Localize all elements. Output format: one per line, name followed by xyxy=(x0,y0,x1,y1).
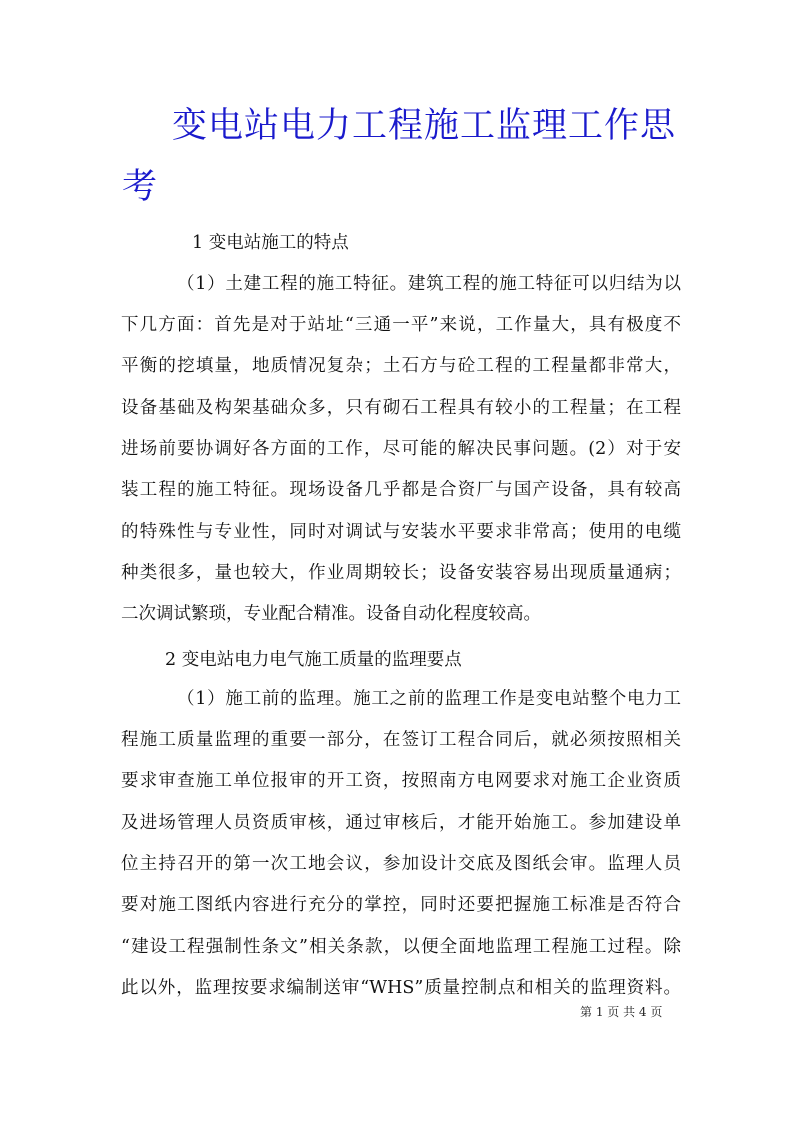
section-2-line-4: 及进场管理人员资质审核，通过审核后，才能开始施工。参加建设单 xyxy=(121,813,681,833)
document-title-line-2: 考 xyxy=(122,167,159,207)
section-1-line-2: 下几方面：首先是对于站址“三通一平”来说，工作量大，具有极度不 xyxy=(121,315,681,335)
section-2-heading: 2 变电站电力电气施工质量的监理要点 xyxy=(165,650,462,670)
section-1-line-3: 平衡的挖填量，地质情况复杂；土石方与砼工程的工程量都非常大， xyxy=(121,356,681,376)
section-1-heading: 1 变电站施工的特点 xyxy=(192,233,349,253)
page-number-footer: 第 1 页 共 4 页 xyxy=(580,1005,663,1019)
section-1-line-8: 种类很多，量也较大，作业周期较长；设备安装容易出现质量通病； xyxy=(121,563,681,583)
section-1-line-6: 装工程的施工特征。现场设备几乎都是合资厂与国产设备，具有较高 xyxy=(121,480,681,500)
section-2-line-2: 程施工质量监理的重要一部分，在签订工程合同后，就必须按照相关 xyxy=(121,730,681,750)
section-2-line-8: 此以外，监理按要求编制送审“WHS”质量控制点和相关的监理资料。 xyxy=(121,978,681,998)
section-1-line-1: （1）土建工程的施工特征。建筑工程的施工特征可以归结为以 xyxy=(177,274,681,294)
section-1-line-4: 设备基础及构架基础众多，只有砌石工程具有较小的工程量；在工程 xyxy=(121,398,681,418)
section-2-line-5: 位主持召开的第一次工地会议，参加设计交底及图纸会审。监理人员 xyxy=(121,854,681,874)
section-1-line-9: 二次调试繁琐，专业配合精准。设备自动化程度较高。 xyxy=(121,604,541,624)
document-title-line-1: 变电站电力工程施工监理工作思 xyxy=(172,106,677,146)
section-2-line-1: （1）施工前的监理。施工之前的监理工作是变电站整个电力工 xyxy=(177,689,681,709)
section-2-line-7: “建设工程强制性条文”相关条款，以便全面地监理工程施工过程。除 xyxy=(121,937,681,957)
section-2-line-3: 要求审查施工单位报审的开工资，按照南方电网要求对施工企业资质 xyxy=(121,771,681,791)
section-2-line-6: 要对施工图纸内容进行充分的掌控，同时还要把握施工标准是否符合 xyxy=(121,895,681,915)
section-1-line-7: 的特殊性与专业性，同时对调试与安装水平要求非常高；使用的电缆 xyxy=(121,522,681,542)
section-1-line-5: 进场前要协调好各方面的工作，尽可能的解决民事问题。(2）对于安 xyxy=(121,439,681,459)
